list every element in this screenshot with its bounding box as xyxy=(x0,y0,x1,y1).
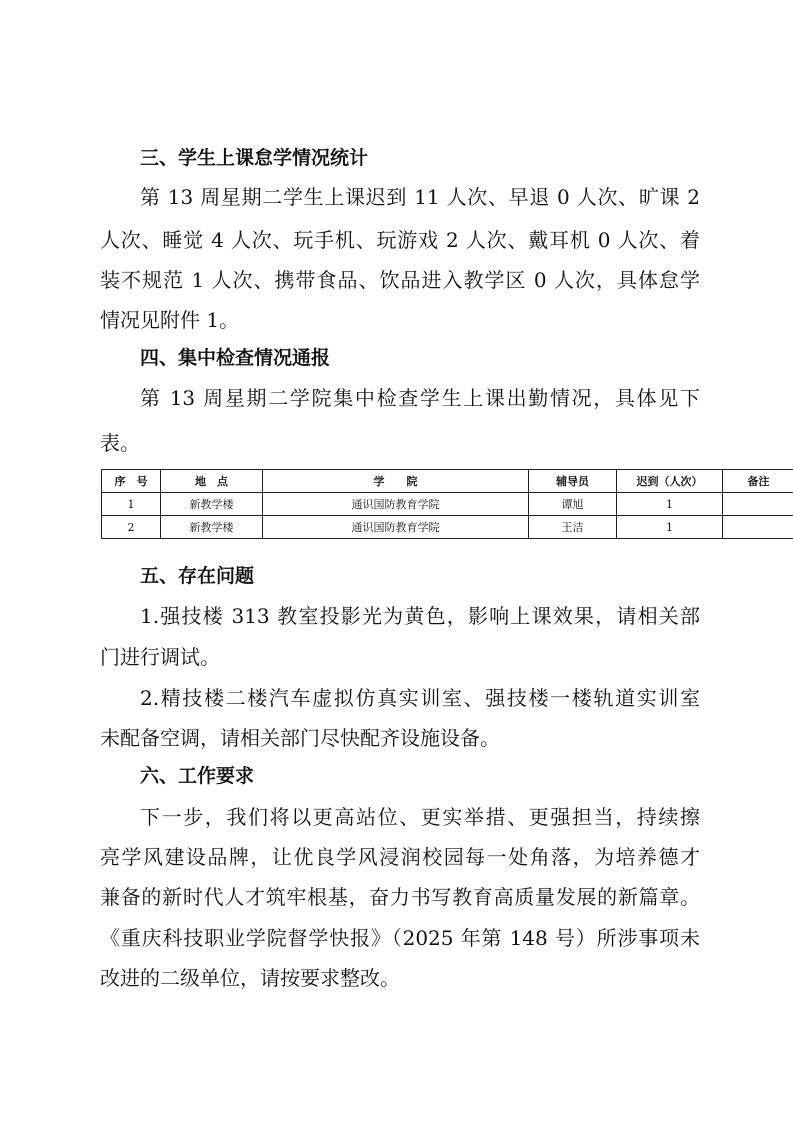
section-5-heading: 五、存在问题 xyxy=(140,565,255,587)
header-late-count: 迟到（人次） xyxy=(617,470,723,493)
section-3-heading: 三、学生上课怠学情况统计 xyxy=(140,147,369,169)
cell-college: 通识国防教育学院 xyxy=(263,493,529,516)
section-5-item-2-line-1: 2.精技楼二楼汽车虚拟仿真实训室、强技楼一楼轨道实训室 xyxy=(140,686,700,710)
section-6-line-1: 下一步，我们将以更高站位、更实举措、更强担当，持续擦 xyxy=(140,805,700,829)
section-3-line-3: 装不规范 1 人次、携带食品、饮品进入教学区 0 人次，具体怠学 xyxy=(100,268,700,292)
cell-index: 1 xyxy=(102,493,161,516)
header-location: 地 点 xyxy=(161,470,263,493)
cell-index: 2 xyxy=(102,516,161,539)
table-row xyxy=(102,516,793,539)
section-3-line-1: 第 13 周星期二学生上课迟到 11 人次、早退 0 人次、旷课 2 xyxy=(140,185,700,209)
section-6-line-2: 亮学风建设品牌，让优良学风浸润校园每一处角落，为培养德才 xyxy=(100,845,700,869)
cell-late-count: 1 xyxy=(617,493,723,516)
section-4-line-2: 表。 xyxy=(100,431,140,455)
section-3-line-2: 人次、睡觉 4 人次、玩手机、玩游戏 2 人次、戴耳机 0 人次、着 xyxy=(100,228,700,252)
table-row xyxy=(102,493,793,516)
section-4-heading: 四、集中检查情况通报 xyxy=(140,347,331,369)
cell-counselor: 王洁 xyxy=(529,516,617,539)
header-college: 学 院 xyxy=(263,470,529,493)
header-remarks: 备注 xyxy=(723,470,793,493)
section-6-line-4: 《重庆科技职业学院督学快报》（2025 年第 148 号）所涉事项未 xyxy=(100,926,700,950)
section-6-heading: 六、工作要求 xyxy=(140,765,255,787)
cell-remarks xyxy=(723,493,793,516)
section-4-line-1: 第 13 周星期二学院集中检查学生上课出勤情况，具体见下 xyxy=(140,386,700,410)
cell-counselor: 谭旭 xyxy=(529,493,617,516)
header-index: 序 号 xyxy=(102,470,161,493)
section-3-line-4: 情况见附件 1。 xyxy=(100,308,240,332)
cell-college: 通识国防教育学院 xyxy=(263,516,529,539)
cell-remarks xyxy=(723,516,793,539)
section-5-item-1-line-1: 1.强技楼 313 教室投影光为黄色，影响上课效果，请相关部 xyxy=(140,604,700,628)
header-counselor: 辅导员 xyxy=(529,470,617,493)
section-6-line-3: 兼备的新时代人才筑牢根基，奋力书写教育高质量发展的新篇章。 xyxy=(100,885,700,909)
cell-location: 新教学楼 xyxy=(161,516,263,539)
section-6-line-5: 改进的二级单位，请按要求整改。 xyxy=(100,966,400,990)
cell-location: 新教学楼 xyxy=(161,493,263,516)
section-5-item-2-line-2: 未配备空调，请相关部门尽快配齐设施设备。 xyxy=(100,726,500,750)
cell-late-count: 1 xyxy=(617,516,723,539)
attendance-table xyxy=(101,469,793,539)
section-5-item-1-line-2: 门进行调试。 xyxy=(100,645,220,669)
table-header-row xyxy=(102,470,793,493)
